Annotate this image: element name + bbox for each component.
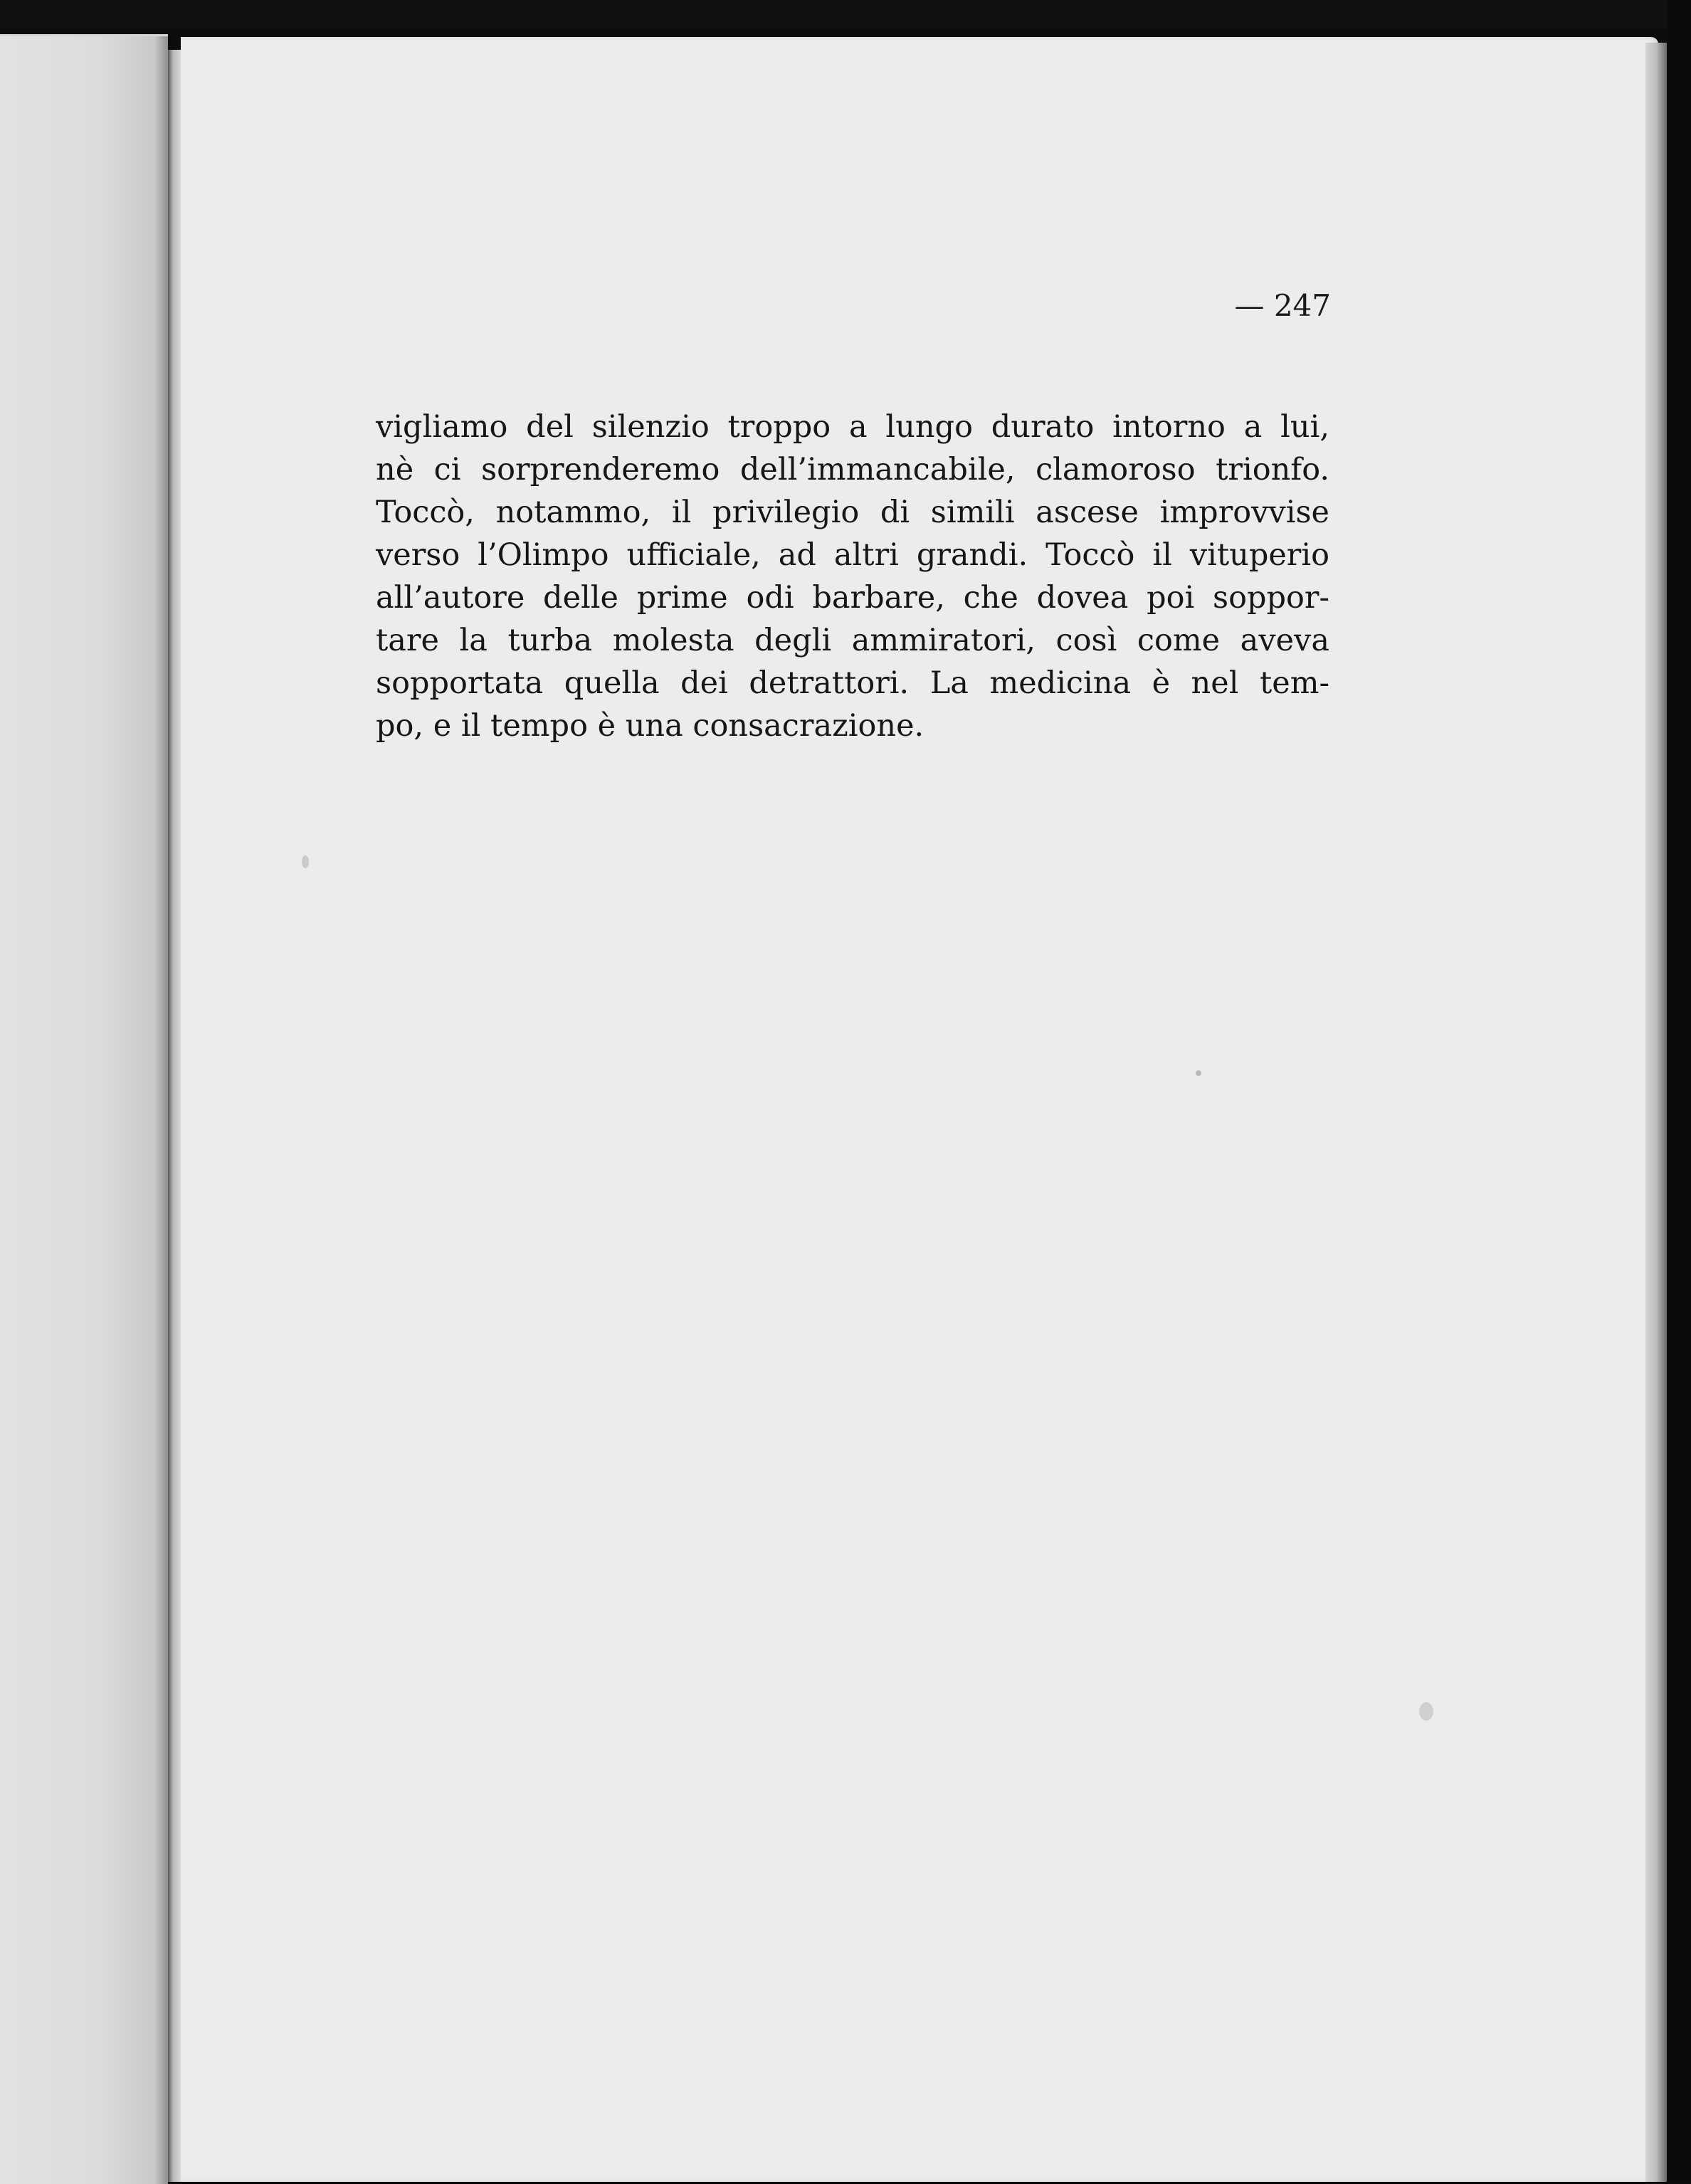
text-line: Toccò, notammo, il privilegio di simili ascese improvvise bbox=[376, 495, 1329, 530]
paper-speck bbox=[302, 855, 309, 868]
text-line: nè ci sorprenderemo dell’immancabile, clamoroso trionfo. bbox=[376, 452, 1329, 487]
left-page-edge bbox=[0, 34, 168, 2184]
paper-speck bbox=[1196, 1070, 1201, 1076]
text-line: tare la turba molesta degli ammiratori, così come aveva bbox=[376, 623, 1329, 658]
page-right-edge bbox=[1645, 43, 1667, 2182]
text-line: po, e il tempo è una consacrazione. bbox=[376, 708, 924, 744]
body-paragraph bbox=[376, 406, 1329, 747]
text-line: verso l’Olimpo ufficiale, ad altri grandi. Toccò il vituperio bbox=[376, 537, 1329, 573]
book-gutter bbox=[168, 50, 181, 2182]
text-line: vigliamo del silenzio troppo a lungo durato intorno a lui, bbox=[376, 409, 1329, 445]
page-number: — 247 bbox=[1234, 288, 1331, 323]
paper-speck bbox=[1419, 1702, 1433, 1721]
scan-top-border bbox=[0, 0, 1691, 28]
text-line: all’autore delle prime odi barbare, che dovea poi soppor- bbox=[376, 580, 1329, 616]
book-page bbox=[181, 37, 1658, 2182]
scan-right-border bbox=[1667, 0, 1691, 2182]
text-line: sopportata quella dei detrattori. La medicina è nel tem- bbox=[376, 665, 1329, 701]
